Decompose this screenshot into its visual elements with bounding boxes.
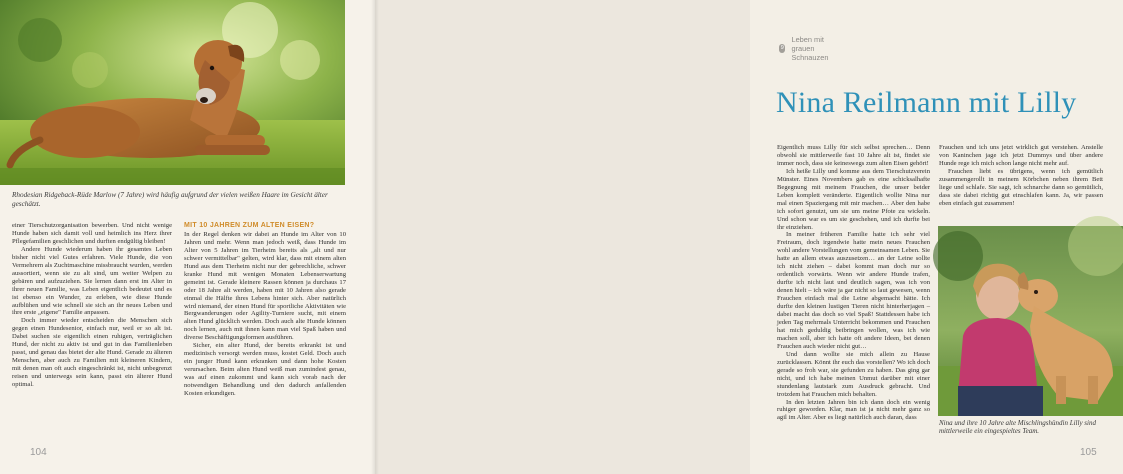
paragraph: Eigentlich muss Lilly für sich selbst sprechen… Denn obwohl sie mittlerweile fast 10 Jahre alt ist, findet sie immer noch, dass sie keineswegs zum alten Eisen gehört! <box>777 144 930 167</box>
text-column-left-1 <box>12 222 172 389</box>
page-number: 104 <box>30 447 47 458</box>
page-title: Nina Reilmann mit Lilly <box>776 86 1077 119</box>
dog-photo-marlow <box>0 0 345 185</box>
photo-caption: Nina und ihre 10 Jahre alte Mischlingshündin Lilly sind mittlerweile ein eingespieltes Team. <box>939 419 1096 436</box>
page-number: 105 <box>1080 447 1097 458</box>
paragraph: Und dann wollte sie mich allein zu Hause zurücklassen. Könnt ihr euch das vorstellen? Wo ich doch gerade so froh war, sie gefunden zu haben. Das ging gar nicht, und ich habe meinen Unmut darüber mit einer stundenlang lautstark zum Ausdruck gebracht. Und trotzdem hat Frauchen mich behalten. <box>777 350 930 398</box>
text-column-left-2 <box>184 222 346 398</box>
paragraph: Doch immer wieder entscheiden die Menschen sich gegen einen Hundesenior, einfach nur, weil er so alt ist. Dabei suchen sie eigentlich einen ruhigen, verträglichen Hund, der nicht zu aktiv ist und gut in das Familienleben passt, und genau das bietet der alte Hund. Gerade zu älteren Menschen, aber auch zu Familien mit kleineren Kindern, mit denen man oft auch eingeschränkt ist, nicht unbegrenzt reisen und unterwegs sein kann, passt ein älterer Hund optimal. <box>12 317 172 389</box>
paragraph: einer Tierschutzorganisation bewerben. Und nicht wenige Hunde haben sich damit voll und heimlich ins Herz ihrer Pflegefamilien geschlichen und durften endgültig bleiben! <box>12 222 172 245</box>
paragraph: Frauchen liebt es übrigens, wenn ich gemütlich zusammengerollt in meinem Körbchen neben ihrem Bett liege und schlafe. Sie sagt, ich schnarche dann so gemütlich, dass sie dabei richtig gut einschlafen kann. Ja, wir passen eben einfach gut zusammen! <box>939 167 1103 207</box>
running-head <box>779 34 836 62</box>
book-gutter <box>371 0 379 474</box>
paragraph: Ich heiße Lilly und komme aus dem Tierschutzverein Münster. Eines Novembers gab es eine schicksalhafte Begegnung mit meinem Frauchen, die unser beider Leben komplett veränderte. Eigentlich wollte Nina nur mal einen Spaziergang mit mir machen… Aber den habe ich sofort genutzt, um sie um meine Pfote zu wickeln. Und schon war es um sie geschehen, und ich durfte bei ihr einziehen. <box>777 167 930 231</box>
paragraph: Frauchen und ich uns jetzt wirklich gut verstehen. Anstelle von Kaninchen jage ich jetzt Dummys und über andere Hunde rege ich mich schon lange nicht mehr auf. <box>939 144 1103 167</box>
section-heading: MIT 10 JAHREN ZUM ALTEN EISEN? <box>184 222 315 229</box>
left-page <box>0 0 375 474</box>
paragraph: In den letzten Jahren bin ich dann doch ein wenig ruhiger geworden. Klar, man ist ja nicht mehr ganz so agil im Alter. Aber es liegt natürlich auch daran, dass <box>777 398 930 422</box>
photo-nina-and-lilly <box>938 226 1123 416</box>
paragraph: In meiner früheren Familie hatte ich sehr viel Freiraum, doch irgendwie hatte mein neues Frauchen wohl andere Vorstellungen vom gemeinsamen Leben. Sie hatte an allem etwas auszusetzen… an der Leine sollte ich nicht ziehen – dabei kommt man doch nur so ordentlich vorwärts. Wenn wir andere Hunde trafen, durfte ich nicht laut und deutlich sagen, was ich von denen hielt – ich wäre ja gar nicht so laut gewesen, wenn Frauchen einfach mal die Leine abgemacht hätte. Ich durfte den kleinen lustigen Tieren nicht hinterherjagen – dabei macht das doch so viel Spaß! Stattdessen habe ich jeden Tag mehrmals Unterricht bekommen und Frauchen hat mich geduldig beibringen wollen, was ich wie machen soll, aber ich hatte oft andere Ideen, bei denen Frauchen auch wieder nicht gut… <box>777 231 930 350</box>
chapter-number-badge: 9 <box>780 45 784 51</box>
paragraph: Andere Hunde wiederum haben ihr gesamtes Leben bisher nicht viel Gutes erfahren. Viele Hunde, die von Vermehrern als Zuchtmaschine missbraucht wurden, werden aussortiert, wenn sie zu alt sind, um weiter Welpen zu gebären und aufzuziehen. Sie lernen dann erst im Alter in ihrer neuen Familie, was Leben eigentlich bedeutet und es ist ebenso ein Wunder, zu erleben, wie diese Hunde aufblühen und wie schnell sie sich an ihr neues Leben und ihre erste „eigene" Familie anpassen. <box>12 245 172 317</box>
right-page <box>375 0 1103 474</box>
paragraph: Sicher, ein alter Hund, der bereits erkrankt ist und medizinisch versorgt werden muss, kostet Geld. Doch auch ein junger Hund kann erkranken und dann hohe Kosten verursachen. Beim alten Hund weiß man zumindest genau, was auf einen zukommt und kann sich vorab nach der notwendigen Behandlung und den dadurch anfallenden Kosten erkundigen. <box>184 342 346 398</box>
paragraph: In der Regel denken wir dabei an Hunde im Alter von 10 Jahren und mehr. Wenn man jedoch weiß, dass Hunde im Alter von 5 Jahren im Tierheim bereits als „alt und nur schwer vermittelbar" gelten, wird klar, dass mit einem alten Hund aus dem Tierheim nicht nur der gebrechliche, schwer kranke Hund mit wenigen Monaten Lebenserwartung gemeint ist. Gerade kleinere Rassen können ja durchaus 17 oder 18 Jahre alt werden, haben mit 10 Jahren also gerade einmal die Hälfte ihres Lebens hinter sich. Aber natürlich wird niemand, der einen Hund für sportliche Aktivitäten wie Bergwanderungen oder Agility-Turniere sucht, mit einem alten Hund glücklich werden. Doch auch alte Hunde können noch lernen, auch mit ihnen kann man viel Spaß haben und diverse Beschäftigungsformen ausführen. <box>184 230 346 342</box>
text-column-right-1 <box>777 144 930 422</box>
text-column-right-2 <box>939 144 1103 208</box>
running-head-title: Leben mit grauen Schnauzen <box>791 34 829 62</box>
photo-caption: Rhodesian Ridgeback-Rüde Marlow (7 Jahre) wird häufig aufgrund der vielen weißen Haare im Gesicht älter geschätzt. <box>12 191 328 208</box>
